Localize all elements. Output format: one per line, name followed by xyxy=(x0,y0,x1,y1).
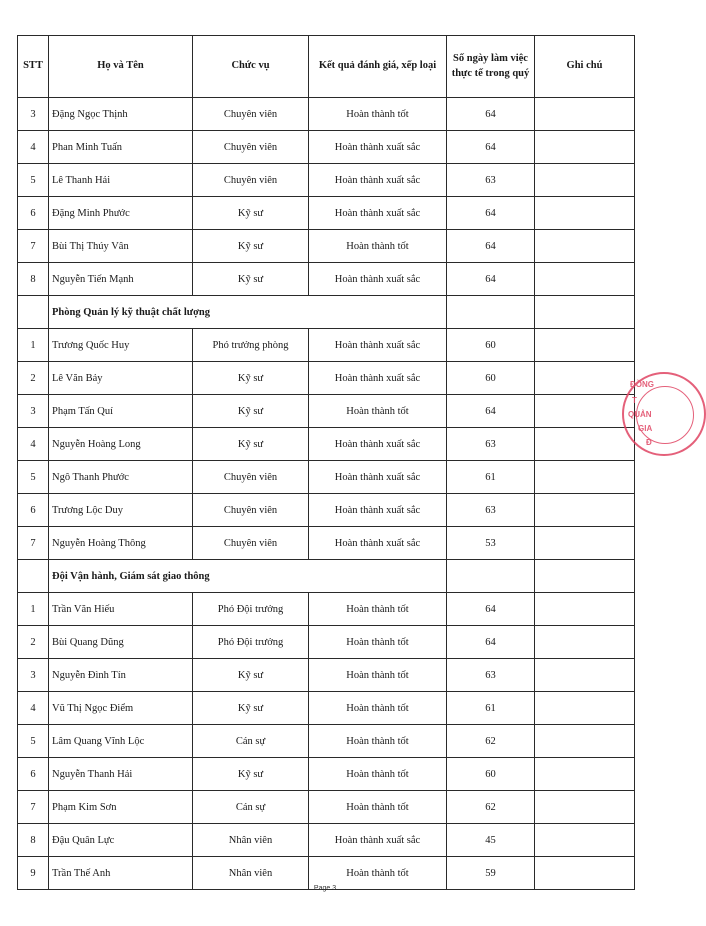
cell-note xyxy=(535,593,635,626)
cell-result: Hoàn thành tốt xyxy=(309,659,447,692)
cell-position: Phó Đội trưởng xyxy=(193,626,309,659)
cell-note xyxy=(535,197,635,230)
cell-result: Hoàn thành tốt xyxy=(309,725,447,758)
cell-result: Hoàn thành xuất sắc xyxy=(309,329,447,362)
table-row xyxy=(18,527,635,560)
cell-note xyxy=(535,230,635,263)
table-row xyxy=(18,98,635,131)
cell-result: Hoàn thành xuất sắc xyxy=(309,824,447,857)
cell-note xyxy=(535,329,635,362)
cell-days: 45 xyxy=(447,824,535,857)
cell-name: Vũ Thị Ngọc Điểm xyxy=(49,692,193,725)
cell-name: Phan Minh Tuấn xyxy=(49,131,193,164)
header-days: Số ngày làm việc thực tế trong quý xyxy=(447,36,535,98)
cell-name: Ngô Thanh Phước xyxy=(49,461,193,494)
table-row xyxy=(18,494,635,527)
table-row xyxy=(18,593,635,626)
cell-days: 64 xyxy=(447,197,535,230)
cell-result: Hoàn thành xuất sắc xyxy=(309,527,447,560)
cell-note xyxy=(535,626,635,659)
cell-name: Nguyễn Tiến Mạnh xyxy=(49,263,193,296)
cell-position: Phó Đội trưởng xyxy=(193,593,309,626)
cell-name: Đặng Ngọc Thịnh xyxy=(49,98,193,131)
cell-stt: 5 xyxy=(18,164,49,197)
cell-stt: 4 xyxy=(18,692,49,725)
cell-stt: 8 xyxy=(18,824,49,857)
cell-stt: 6 xyxy=(18,494,49,527)
section-days-cell xyxy=(447,560,535,593)
cell-position: Phó trưởng phòng xyxy=(193,329,309,362)
cell-name: Đậu Quân Lực xyxy=(49,824,193,857)
cell-note xyxy=(535,692,635,725)
cell-position: Kỹ sư xyxy=(193,362,309,395)
cell-days: 63 xyxy=(447,659,535,692)
cell-result: Hoàn thành xuất sắc xyxy=(309,428,447,461)
cell-name: Trần Văn Hiếu xyxy=(49,593,193,626)
header-result: Kết quả đánh giá, xếp loại xyxy=(309,36,447,98)
table-row xyxy=(18,824,635,857)
table-header-row xyxy=(18,36,635,98)
cell-name: Nguyễn Hoàng Long xyxy=(49,428,193,461)
cell-position: Kỹ sư xyxy=(193,428,309,461)
cell-position: Kỹ sư xyxy=(193,395,309,428)
cell-note xyxy=(535,362,635,395)
table-row xyxy=(18,626,635,659)
table-row xyxy=(18,692,635,725)
table-row xyxy=(18,758,635,791)
staff-evaluation-table xyxy=(17,35,635,890)
header-note: Ghi chú xyxy=(535,36,635,98)
cell-days: 60 xyxy=(447,362,535,395)
stamp-text: GIA xyxy=(638,424,653,433)
cell-days: 62 xyxy=(447,725,535,758)
table-row xyxy=(18,329,635,362)
stamp-text: Đ xyxy=(646,438,652,447)
cell-note xyxy=(535,725,635,758)
cell-result: Hoàn thành xuất sắc xyxy=(309,131,447,164)
cell-stt: 1 xyxy=(18,593,49,626)
cell-position: Chuyên viên xyxy=(193,164,309,197)
cell-name: Lê Thanh Hải xyxy=(49,164,193,197)
cell-position: Nhân viên xyxy=(193,824,309,857)
cell-result: Hoàn thành tốt xyxy=(309,857,447,890)
cell-position: Kỹ sư xyxy=(193,263,309,296)
cell-days: 60 xyxy=(447,329,535,362)
cell-result: Hoàn thành tốt xyxy=(309,626,447,659)
page-number: Page 3 xyxy=(313,885,337,892)
table-row xyxy=(18,461,635,494)
table-row xyxy=(18,659,635,692)
cell-result: Hoàn thành xuất sắc xyxy=(309,461,447,494)
cell-stt: 3 xyxy=(18,98,49,131)
table-row xyxy=(18,164,635,197)
cell-note xyxy=(535,461,635,494)
section-note-cell xyxy=(535,560,635,593)
table-row xyxy=(18,428,635,461)
stamp-text: T xyxy=(632,396,637,405)
cell-stt: 5 xyxy=(18,725,49,758)
table-row xyxy=(18,791,635,824)
cell-name: Phạm Kim Sơn xyxy=(49,791,193,824)
table-row xyxy=(18,197,635,230)
cell-name: Lâm Quang Vĩnh Lộc xyxy=(49,725,193,758)
cell-result: Hoàn thành tốt xyxy=(309,230,447,263)
cell-note xyxy=(535,131,635,164)
cell-position: Chuyên viên xyxy=(193,527,309,560)
cell-name: Trương Quốc Huy xyxy=(49,329,193,362)
table-row xyxy=(18,263,635,296)
cell-position: Cán sự xyxy=(193,725,309,758)
cell-days: 63 xyxy=(447,164,535,197)
cell-name: Phạm Tấn Quí xyxy=(49,395,193,428)
section-stt-cell xyxy=(18,296,49,329)
cell-days: 59 xyxy=(447,857,535,890)
cell-position: Kỹ sư xyxy=(193,659,309,692)
section-header-row xyxy=(18,296,635,329)
cell-stt: 9 xyxy=(18,857,49,890)
cell-position: Nhân viên xyxy=(193,857,309,890)
cell-days: 63 xyxy=(447,494,535,527)
table-row xyxy=(18,230,635,263)
cell-stt: 7 xyxy=(18,230,49,263)
cell-stt: 3 xyxy=(18,395,49,428)
header-position: Chức vụ xyxy=(193,36,309,98)
cell-position: Kỹ sư xyxy=(193,230,309,263)
cell-name: Bùi Thị Thúy Vân xyxy=(49,230,193,263)
cell-note xyxy=(535,428,635,461)
cell-days: 53 xyxy=(447,527,535,560)
cell-name: Đặng Minh Phước xyxy=(49,197,193,230)
cell-position: Cán sự xyxy=(193,791,309,824)
table-row xyxy=(18,131,635,164)
cell-note xyxy=(535,263,635,296)
cell-days: 64 xyxy=(447,395,535,428)
cell-stt: 4 xyxy=(18,428,49,461)
cell-name: Nguyễn Thanh Hải xyxy=(49,758,193,791)
cell-note xyxy=(535,791,635,824)
cell-stt: 5 xyxy=(18,461,49,494)
section-days-cell xyxy=(447,296,535,329)
cell-result: Hoàn thành tốt xyxy=(309,758,447,791)
cell-stt: 6 xyxy=(18,197,49,230)
cell-name: Bùi Quang Dũng xyxy=(49,626,193,659)
cell-stt: 3 xyxy=(18,659,49,692)
cell-days: 64 xyxy=(447,593,535,626)
cell-note xyxy=(535,494,635,527)
header-name: Họ và Tên xyxy=(49,36,193,98)
cell-result: Hoàn thành xuất sắc xyxy=(309,164,447,197)
section-title: Phòng Quản lý kỹ thuật chất lượng xyxy=(49,296,447,329)
cell-position: Kỹ sư xyxy=(193,197,309,230)
cell-note xyxy=(535,164,635,197)
cell-note xyxy=(535,824,635,857)
cell-result: Hoàn thành tốt xyxy=(309,791,447,824)
cell-result: Hoàn thành tốt xyxy=(309,593,447,626)
cell-stt: 7 xyxy=(18,791,49,824)
cell-days: 64 xyxy=(447,98,535,131)
header-stt: STT xyxy=(18,36,49,98)
cell-stt: 8 xyxy=(18,263,49,296)
cell-position: Kỹ sư xyxy=(193,758,309,791)
cell-stt: 4 xyxy=(18,131,49,164)
cell-position: Chuyên viên xyxy=(193,98,309,131)
section-header-row xyxy=(18,560,635,593)
cell-name: Lê Văn Bảy xyxy=(49,362,193,395)
cell-result: Hoàn thành tốt xyxy=(309,692,447,725)
cell-note xyxy=(535,659,635,692)
cell-result: Hoàn thành tốt xyxy=(309,395,447,428)
cell-result: Hoàn thành xuất sắc xyxy=(309,197,447,230)
cell-days: 64 xyxy=(447,263,535,296)
cell-name: Trần Thế Anh xyxy=(49,857,193,890)
cell-name: Nguyễn Hoàng Thông xyxy=(49,527,193,560)
table-row xyxy=(18,362,635,395)
cell-stt: 6 xyxy=(18,758,49,791)
cell-stt: 7 xyxy=(18,527,49,560)
cell-note xyxy=(535,98,635,131)
section-stt-cell xyxy=(18,560,49,593)
stamp-text: QUẢN xyxy=(628,410,652,419)
cell-result: Hoàn thành tốt xyxy=(309,98,447,131)
cell-position: Chuyên viên xyxy=(193,494,309,527)
table-row xyxy=(18,725,635,758)
section-title: Đội Vận hành, Giám sát giao thông xyxy=(49,560,447,593)
table-row xyxy=(18,395,635,428)
cell-name: Nguyễn Đình Tín xyxy=(49,659,193,692)
cell-days: 63 xyxy=(447,428,535,461)
cell-note xyxy=(535,527,635,560)
cell-days: 64 xyxy=(447,230,535,263)
section-note-cell xyxy=(535,296,635,329)
cell-position: Kỹ sư xyxy=(193,692,309,725)
cell-days: 64 xyxy=(447,626,535,659)
cell-stt: 1 xyxy=(18,329,49,362)
cell-days: 60 xyxy=(447,758,535,791)
red-seal-stamp xyxy=(622,372,706,456)
cell-position: Chuyên viên xyxy=(193,461,309,494)
cell-note xyxy=(535,395,635,428)
cell-result: Hoàn thành xuất sắc xyxy=(309,362,447,395)
cell-stt: 2 xyxy=(18,626,49,659)
cell-result: Hoàn thành xuất sắc xyxy=(309,494,447,527)
cell-days: 61 xyxy=(447,692,535,725)
cell-days: 62 xyxy=(447,791,535,824)
cell-name: Trương Lộc Duy xyxy=(49,494,193,527)
cell-result: Hoàn thành xuất sắc xyxy=(309,263,447,296)
stamp-text: ĐỒNG xyxy=(630,380,654,389)
cell-note xyxy=(535,758,635,791)
cell-position: Chuyên viên xyxy=(193,131,309,164)
cell-days: 64 xyxy=(447,131,535,164)
cell-days: 61 xyxy=(447,461,535,494)
cell-stt: 2 xyxy=(18,362,49,395)
